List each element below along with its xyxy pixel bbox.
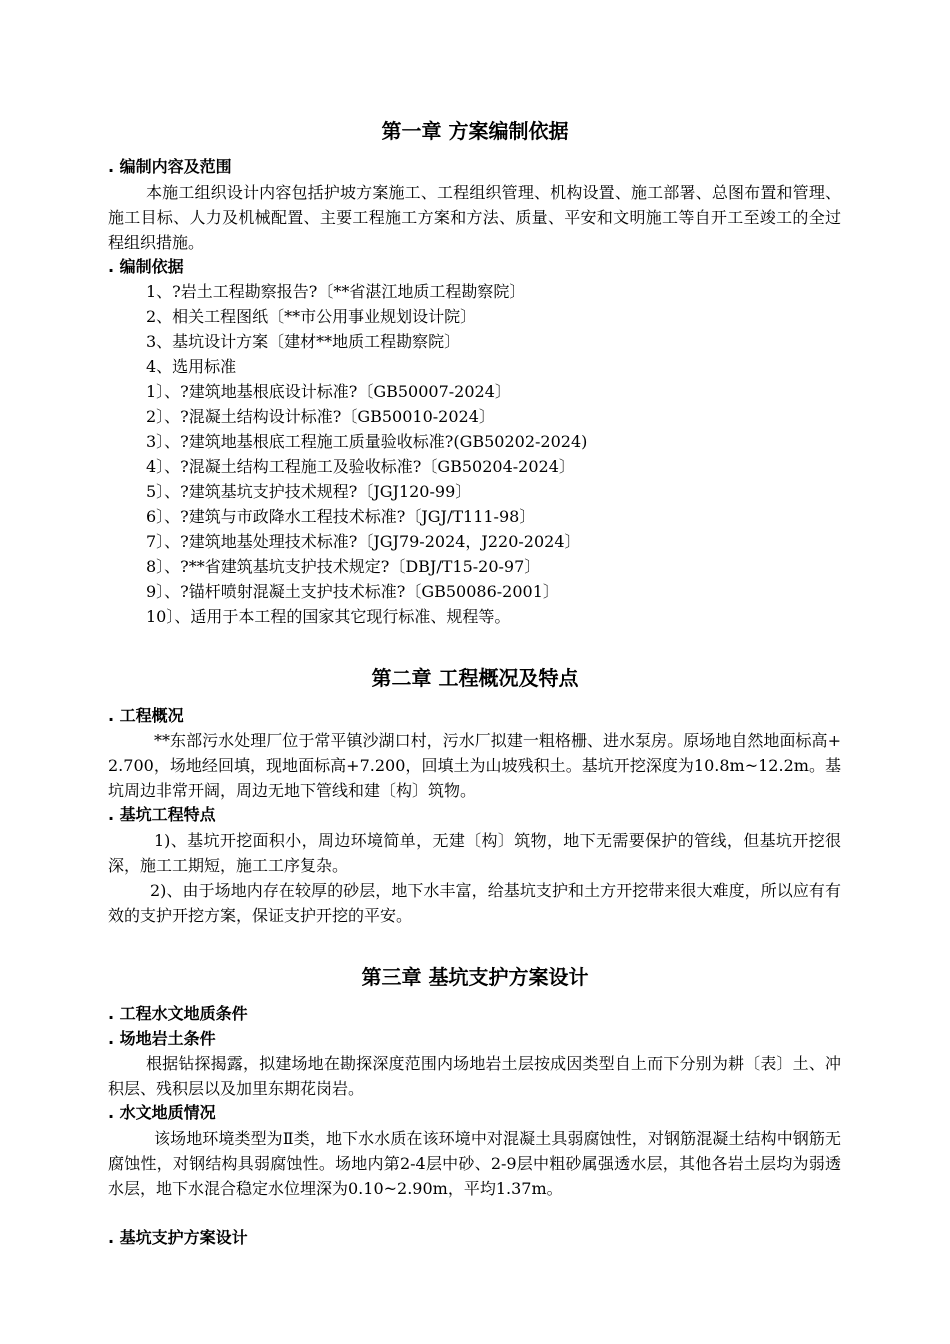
section-heading-hydrogeology: . 工程水文地质条件 bbox=[108, 1004, 248, 1023]
paragraph-hydro: 该场地环境类型为Ⅱ类，地下水水质在该环境中对混凝土具弱腐蚀性，对钢筋混凝土结构中钢筋无腐蚀性，对钢结构具弱腐蚀性。场地内第2-4层中砂、2-9层中粗砂属强透水层，其他各岩土层均为弱透水层，地下水混合稳定水位埋深为0.10~2.90m，平均1.37m。 bbox=[108, 1129, 841, 1198]
paragraph-feature-2: 2)、由于场地内存在较厚的砂层，地下水丰富，给基坑支护和土方开挖带来很大难度，所以应有有效的支护开挖方案，保证支护开挖的平安。 bbox=[108, 881, 841, 925]
paragraph-scope: 本施工组织设计内容包括护坡方案施工、工程组织管理、机构设置、施工部署、总图布置和管理、施工目标、人力及机械配置、主要工程施工方案和方法、质量、平安和文明施工等自开工至竣工的全过程组织措施。 bbox=[108, 183, 841, 252]
basis-list-item: 1〕、?建筑地基根底设计标准?〔GB50007-2024〕 bbox=[146, 382, 511, 401]
basis-list-item: 6〕、?建筑与市政降水工程技术标准?〔JGJ/T111-98〕 bbox=[146, 507, 536, 526]
section-heading-scope: . 编制内容及范围 bbox=[108, 157, 232, 176]
basis-list-item: 3、基坑设计方案〔建材**地质工程勘察院〕 bbox=[146, 332, 461, 351]
section-heading-support-design: . 基坑支护方案设计 bbox=[108, 1228, 248, 1247]
paragraph-geotech: 根据钻探揭露，拟建场地在勘探深度范围内场地岩土层按成因类型自上而下分别为耕〔表〕土、冲积层、残积层以及加里东期花岗岩。 bbox=[108, 1054, 841, 1098]
basis-list-item: 9〕、?锚杆喷射混凝土支护技术标准?〔GB50086-2001〕 bbox=[146, 582, 559, 601]
section-heading-geotech: . 场地岩土条件 bbox=[108, 1029, 216, 1048]
chapter-1-title: 第一章 方案编制依据 bbox=[381, 119, 569, 143]
basis-list-item: 1、?岩土工程勘察报告?〔**省湛江地质工程勘察院〕 bbox=[146, 282, 526, 301]
basis-list-item: 10〕、适用于本工程的国家其它现行标准、规程等。 bbox=[146, 607, 511, 626]
basis-list-item: 4、选用标准 bbox=[146, 357, 237, 376]
paragraph-feature-1: 1)、基坑开挖面积小，周边环境简单，无建〔构〕筑物，地下无需要保护的管线，但基坑开挖很深，施工工期短，施工工序复杂。 bbox=[108, 831, 841, 875]
basis-list-item: 8〕、?**省建筑基坑支护技术规定?〔DBJ/T15-20-97〕 bbox=[146, 557, 541, 576]
basis-list-item: 7〕、?建筑地基处理技术标准?〔JGJ79-2024，J220-2024〕 bbox=[146, 532, 581, 551]
basis-list-item: 2、相关工程图纸〔**市公用事业规划设计院〕 bbox=[146, 307, 477, 326]
basis-list-item: 4〕、?混凝土结构工程施工及验收标准?〔GB50204-2024〕 bbox=[146, 457, 575, 476]
chapter-3-title: 第三章 基坑支护方案设计 bbox=[361, 965, 589, 989]
section-heading-basis: . 编制依据 bbox=[108, 257, 184, 276]
section-heading-features: . 基坑工程特点 bbox=[108, 805, 216, 824]
paragraph-overview: **东部污水处理厂位于常平镇沙湖口村，污水厂拟建一粗格栅、进水泵房。原场地自然地面标高+2.700，场地经回填，现地面标高+7.200，回填土为山坡残积土。基坑开挖深度为10.8m~12.2m。基坑周边非常开阔，周边无地下管线和建〔构〕筑物。 bbox=[108, 731, 841, 800]
section-heading-overview: . 工程概况 bbox=[108, 706, 184, 725]
chapter-2-title: 第二章 工程概况及特点 bbox=[371, 666, 579, 690]
basis-list-item: 3〕、?建筑地基根底工程施工质量验收标准?(GB50202-2024) bbox=[146, 432, 588, 451]
basis-list-item: 5〕、?建筑基坑支护技术规程?〔JGJ120-99〕 bbox=[146, 482, 472, 501]
section-heading-hydro: . 水文地质情况 bbox=[108, 1103, 216, 1122]
basis-list-item: 2〕、?混凝土结构设计标准?〔GB50010-2024〕 bbox=[146, 407, 495, 426]
